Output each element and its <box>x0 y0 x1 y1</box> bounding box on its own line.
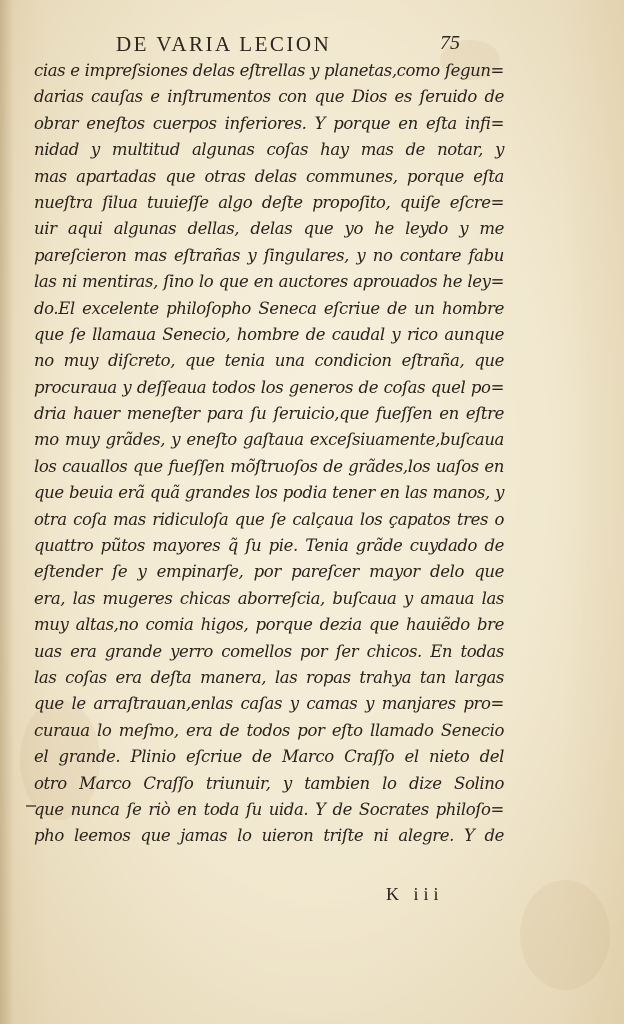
text-line: las ni mentiras, ſino lo que en auctores aprouados he ley= <box>34 272 504 292</box>
text-line: quattro pũtos mayores q̃ ſu pie. Tenia grãde cuydado de <box>34 536 504 556</box>
text-line: otro Marco Craſſo triunuir, y tambien lo dize Solino <box>34 773 504 793</box>
text-line: curaua lo meſmo, era de todos por eſto llamado Senecio <box>34 720 504 740</box>
text-line: pho leemos que jamas lo uieron triſte ni alegre. Y de <box>34 826 504 846</box>
text-line: uas era grande yerro comellos por ſer chicos. En todas <box>34 641 504 661</box>
page-number: 75 <box>440 32 460 54</box>
text-line: nidad y multitud algunas coſas hay mas de notar, y <box>34 140 504 160</box>
spine-shadow <box>0 0 14 1024</box>
text-line: mas apartadas que otras delas communes, porque eſta <box>34 166 504 186</box>
text-line: que ſe llamaua Senecio, hombre de caudal y rico aunque <box>34 324 504 344</box>
text-line: muy altas,no comia higos, porque dezia que hauiẽdo bre <box>34 615 504 635</box>
text-line: el grande. Plinio eſcriue de Marco Craſſo el nieto del <box>34 747 504 767</box>
text-line: mo muy grãdes, y eneſto gaſtaua exceſsiuamente,buſcaua <box>34 430 504 450</box>
text-line: obrar eneſtos cuerpos inferiores. Y porque en eſta infi= <box>34 113 504 133</box>
text-line: los cauallos que fueſſen mõſtruoſos de grãdes,los uaſos en <box>34 456 504 476</box>
text-line: las coſas era deſta manera, las ropas trahya tan largas <box>34 667 504 687</box>
text-line: no muy diſcreto, que tenia una condicion eſtraña, que <box>34 351 504 371</box>
text-line: nueſtra ſilua tuuieſſe algo deſte propoſito, quiſe eſcre= <box>34 192 504 212</box>
text-line: procuraua y deſſeaua todos los generos de coſas quel po= <box>34 377 504 397</box>
text-line: era, las mugeres chicas aborreſcia, buſcaua y amaua las <box>34 588 504 608</box>
signature-mark: K iii <box>386 884 444 904</box>
text-line: cias e impreſsiones delas eſtrellas y planetas,como ſegun= <box>34 61 504 80</box>
text-line: pareſcieron mas eſtrañas y ſingulares, y no contare fabu <box>34 245 504 265</box>
running-head: DE VARIA LECION <box>116 32 332 56</box>
text-line: dria hauer meneſter para ſu ſeruicio,que fueſſen en eſtre <box>34 404 504 424</box>
text-line: darias cauſas e inſtrumentos con que Dios es ſeruido de <box>34 87 504 107</box>
text-line: que nunca ſe riò en toda ſu uida. Y de Socrates philoſo= <box>34 799 504 819</box>
text-line: do.El excelente philoſopho Seneca eſcriue de un hombre <box>34 298 504 318</box>
body-text <box>34 58 504 850</box>
paper-stain <box>520 880 610 990</box>
text-line: que beuia erã quã grandes los podia tener en las manos, y <box>34 483 504 503</box>
text-line: que le arraſtrauan,enlas caſas y camas y manjares pro= <box>34 694 504 714</box>
page-header <box>0 30 624 60</box>
text-line: eſtender ſe y empinarſe, por pareſcer mayor delo que <box>34 562 504 582</box>
text-line: uir aqui algunas dellas, delas que yo he leydo y me <box>34 219 504 239</box>
text-line: otra coſa mas ridiculoſa que ſe calçaua los çapatos tres o <box>34 509 504 529</box>
